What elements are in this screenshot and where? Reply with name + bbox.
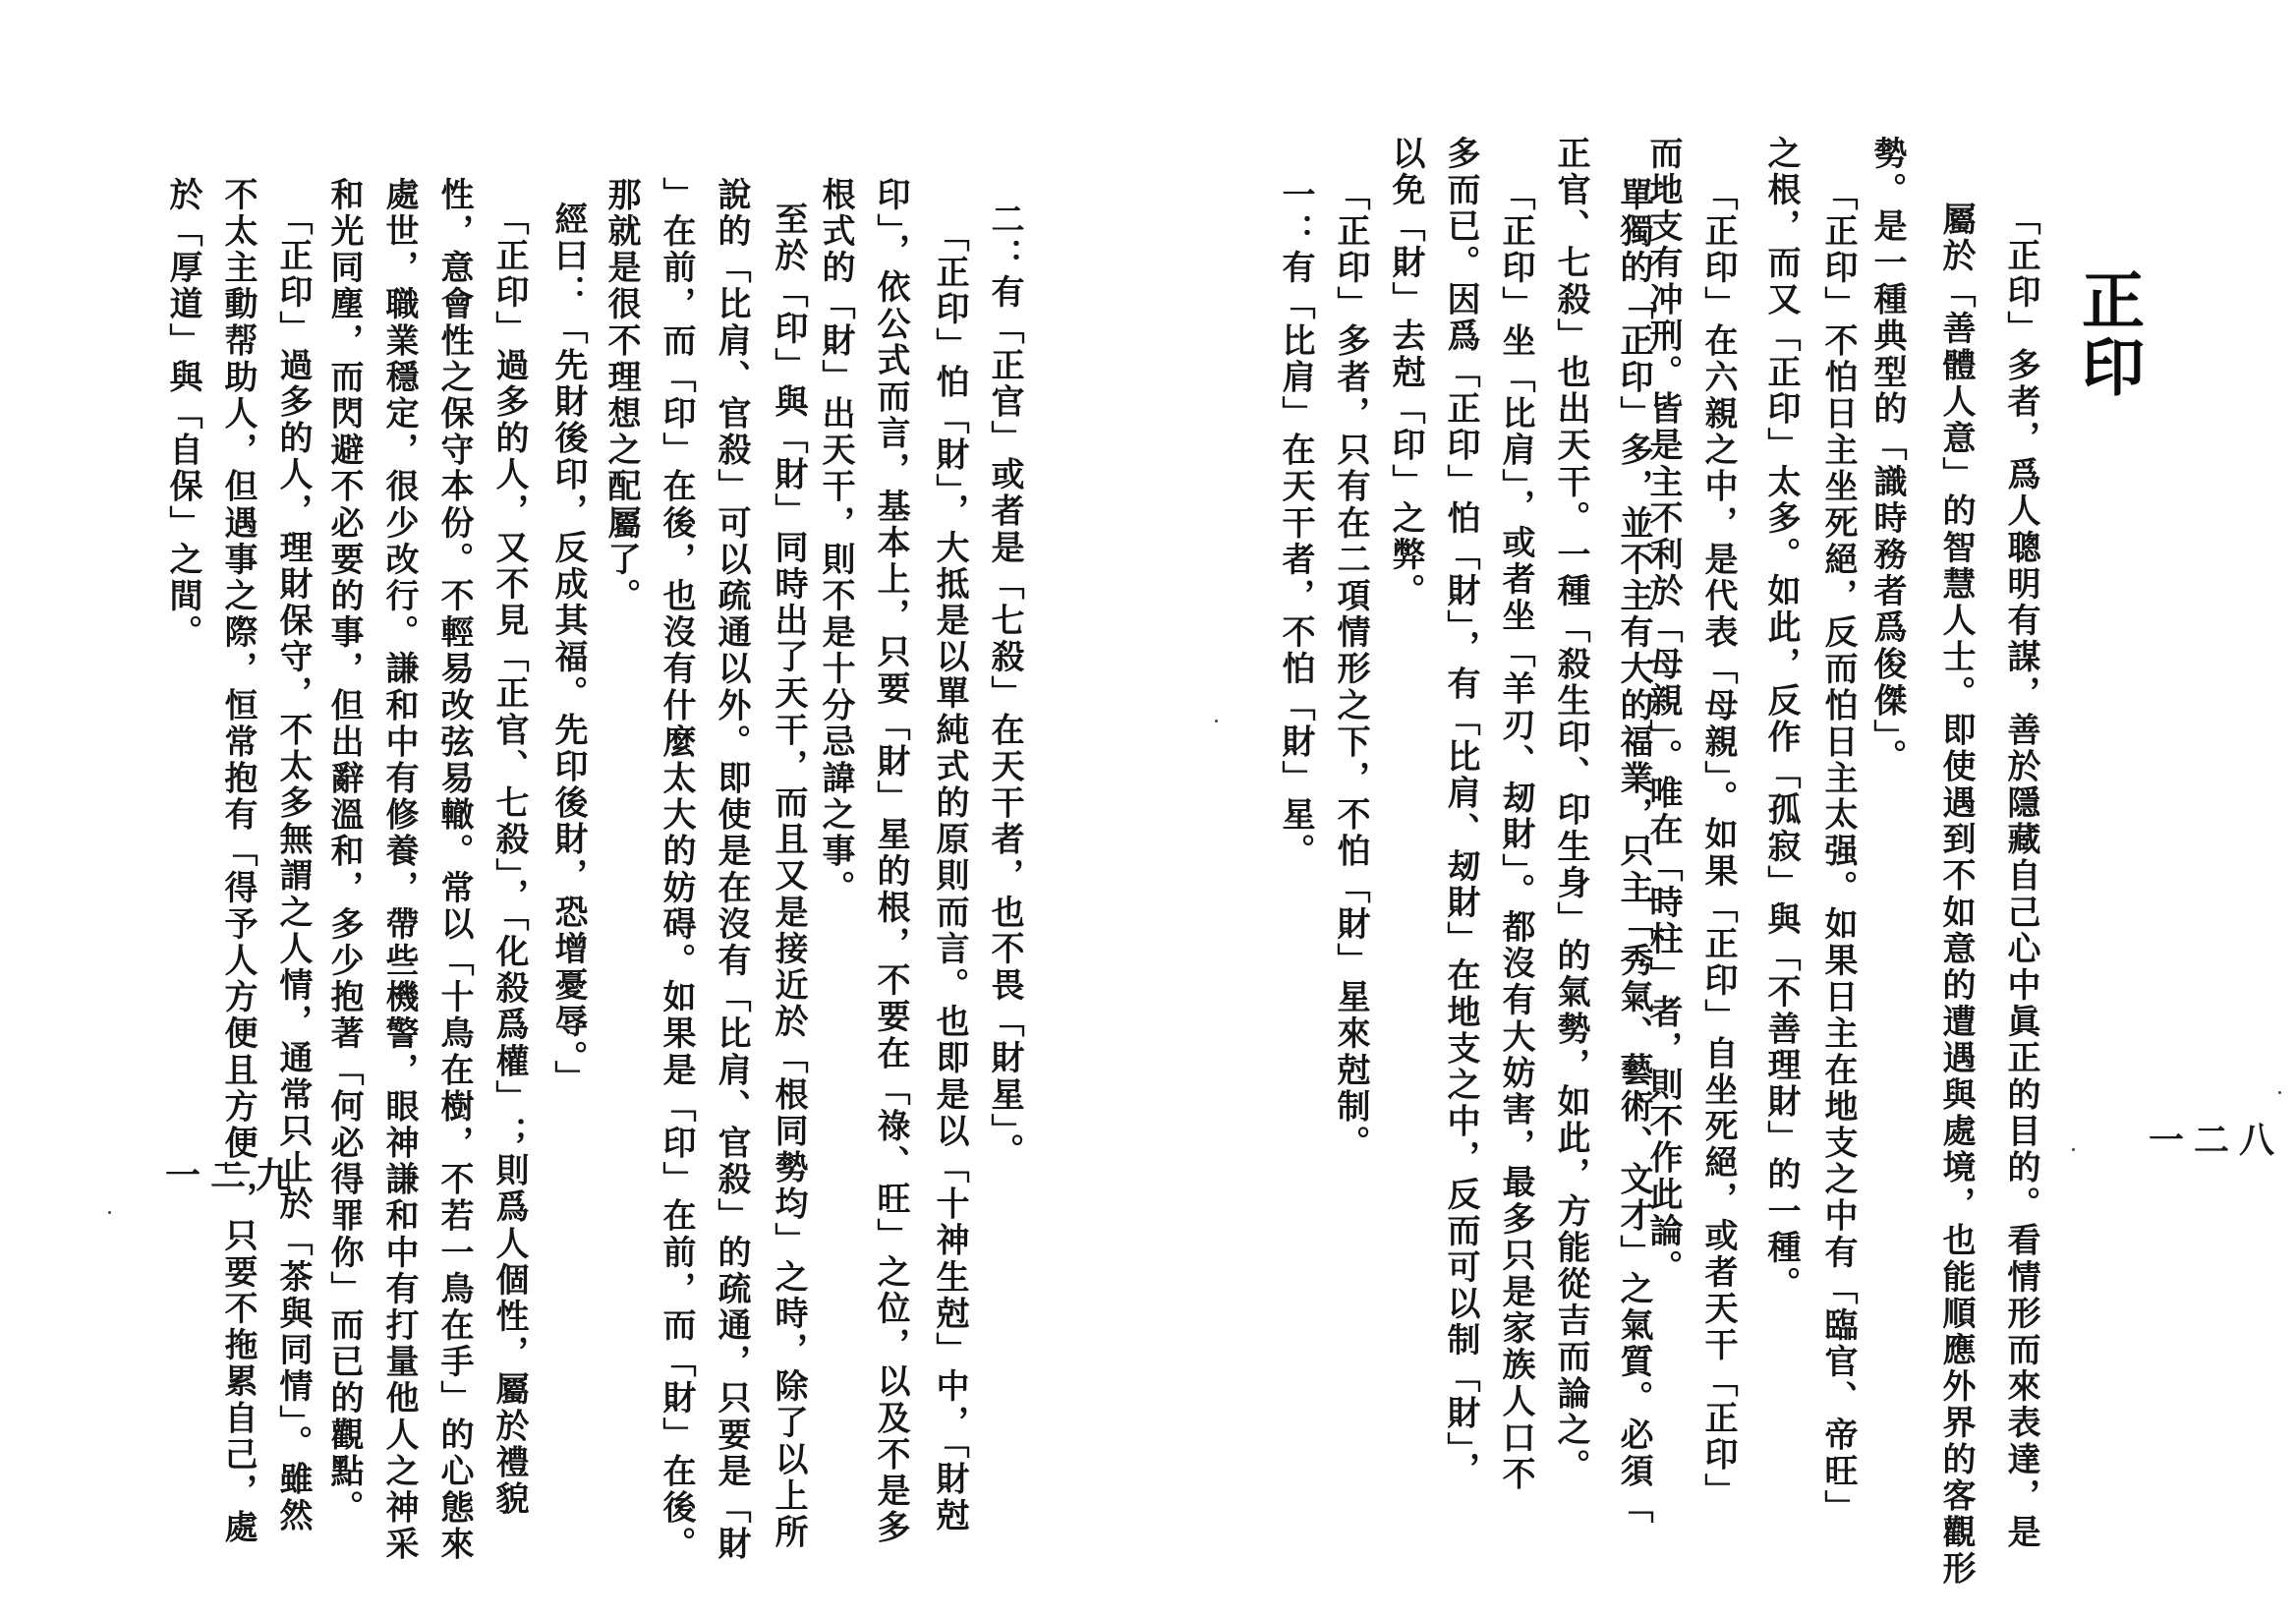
text-column: 「正印」多者，只有在二項情形之下，不怕「財」星來尅制。 xyxy=(1331,177,1370,1162)
scan-speck xyxy=(108,1211,111,1214)
text-column: 「正印」不怕日主坐死絕，反而怕日主太强。如果日主在地支之中有「臨官、帝旺」 xyxy=(1818,177,1858,1527)
text-column: 「正印」在六親之中，是代表「母親」。如果「正印」自坐死絕，或者天干「正印」 xyxy=(1698,177,1738,1510)
text-column: 勢。是一種典型的「識時務者爲俊傑」。 xyxy=(1867,136,1907,776)
scan-speck xyxy=(2278,1091,2281,1094)
page-number: 一二八 xyxy=(2149,1120,2285,1161)
chapter-title: 正印 xyxy=(2071,267,2144,401)
text-column: 單獨的「正印」多，並不主有大的福業，只主「秀氣、藝術、文才」之氣質。必須「 xyxy=(1614,177,1653,1527)
text-column: 經曰：「先財後印，反成其福。先印後財，恐增憂辱。」 xyxy=(548,202,588,1097)
text-column: 「正印」多者，爲人聰明有謀，善於隱藏自己心中眞正的目的。看情形而來表達，是 xyxy=(2001,202,2040,1551)
scan-speck xyxy=(2072,1148,2075,1151)
text-column: 「正印」過多的人，理財保守，不太多無謂之人情，通常只止於「茶與同情」。雖然 xyxy=(273,202,313,1534)
text-column: 一：有「比肩」在天干者，不怕「財」星。 xyxy=(1276,177,1315,870)
page-number: 一二九 xyxy=(165,1155,302,1196)
text-column: 多而已。因爲「正印」怕「財」，有「比肩、刼財」在地支之中，反而可以制「財」， xyxy=(1441,136,1480,1488)
text-column: 不太主動帮助人，但遇事之際，恒常抱有「得予人方便且方便」，只要不拖累自己，處 xyxy=(218,177,258,1546)
text-column: 根式的「財」出天干，則不是十分忌諱之事。 xyxy=(816,177,855,906)
text-column: 那就是很不理想之配屬了。 xyxy=(602,177,641,615)
text-column: 性，意會性之保守本份。不輕易改弦易轍。常以「十鳥在樹，不若一鳥在手」的心態來 xyxy=(434,177,474,1563)
text-column: 說的「比肩、官殺」可以疏通以外。即使是在沒有「比肩、官殺」的疏通，只要是「財 xyxy=(712,177,751,1563)
text-column: 二：有「正官」或者是「七殺」在天干者，也不畏「財星」。 xyxy=(985,202,1024,1170)
text-column: 於「厚道」與「自保」之間。 xyxy=(163,177,202,652)
scan-speck xyxy=(1215,720,1218,723)
text-column: 以免「財」去尅「印」之弊。 xyxy=(1386,136,1425,610)
text-column: 之根，而又「正印」太多。如此，反作「孤寂」與「不善理財」的一種。 xyxy=(1761,136,1801,1303)
text-column: 至於「印」與「財」同時出了天干，而且又是接近於「根同勢均」之時，除了以上所 xyxy=(769,202,808,1551)
text-column: 正官、七殺」也出天干。一種「殺生印、印生身」的氣勢，如此，方能從吉而論之。 xyxy=(1551,136,1590,1485)
text-column: 處世，職業穩定，很少改行。謙和中有修養，帶些機警，眼神謙和中有打量他人之神采 xyxy=(379,177,419,1563)
text-column: 而地支有冲刑。皆是主不利於「母親」。唯在「時柱」者，則不作此論。 xyxy=(1643,136,1683,1287)
text-column: 屬於「善體人意」的智慧人士。即使遇到不如意的遭遇與處境，也能順應外界的客觀形 xyxy=(1936,202,1976,1588)
text-column: 「正印」過多的人，又不見「正官、七殺」，「化殺爲權」；則爲人個性，屬於禮貌 xyxy=(489,202,529,1518)
text-column: 「正印」怕「財」，大抵是以單純式的原則而言。也即是以「十神生尅」中，「財尅 xyxy=(930,218,969,1534)
text-column: 「正印」坐「比肩」，或者坐「羊刃、刼財」。都沒有大妨害，最多只是家族人口不 xyxy=(1496,177,1535,1493)
text-column: 」在前，而「印」在後，也沒有什麼太大的妨碍。如果是「印」在前，而「財」在後。 xyxy=(657,177,696,1563)
text-column: 印」，依公式而言，基本上，只要「財」星的根，不要在「祿、旺」之位，以及不是多 xyxy=(871,177,910,1546)
text-column: 和光同塵，而閃避不必要的事，但出辭溫和，多少抱著「何必得罪你」而已的觀點。 xyxy=(324,177,364,1527)
